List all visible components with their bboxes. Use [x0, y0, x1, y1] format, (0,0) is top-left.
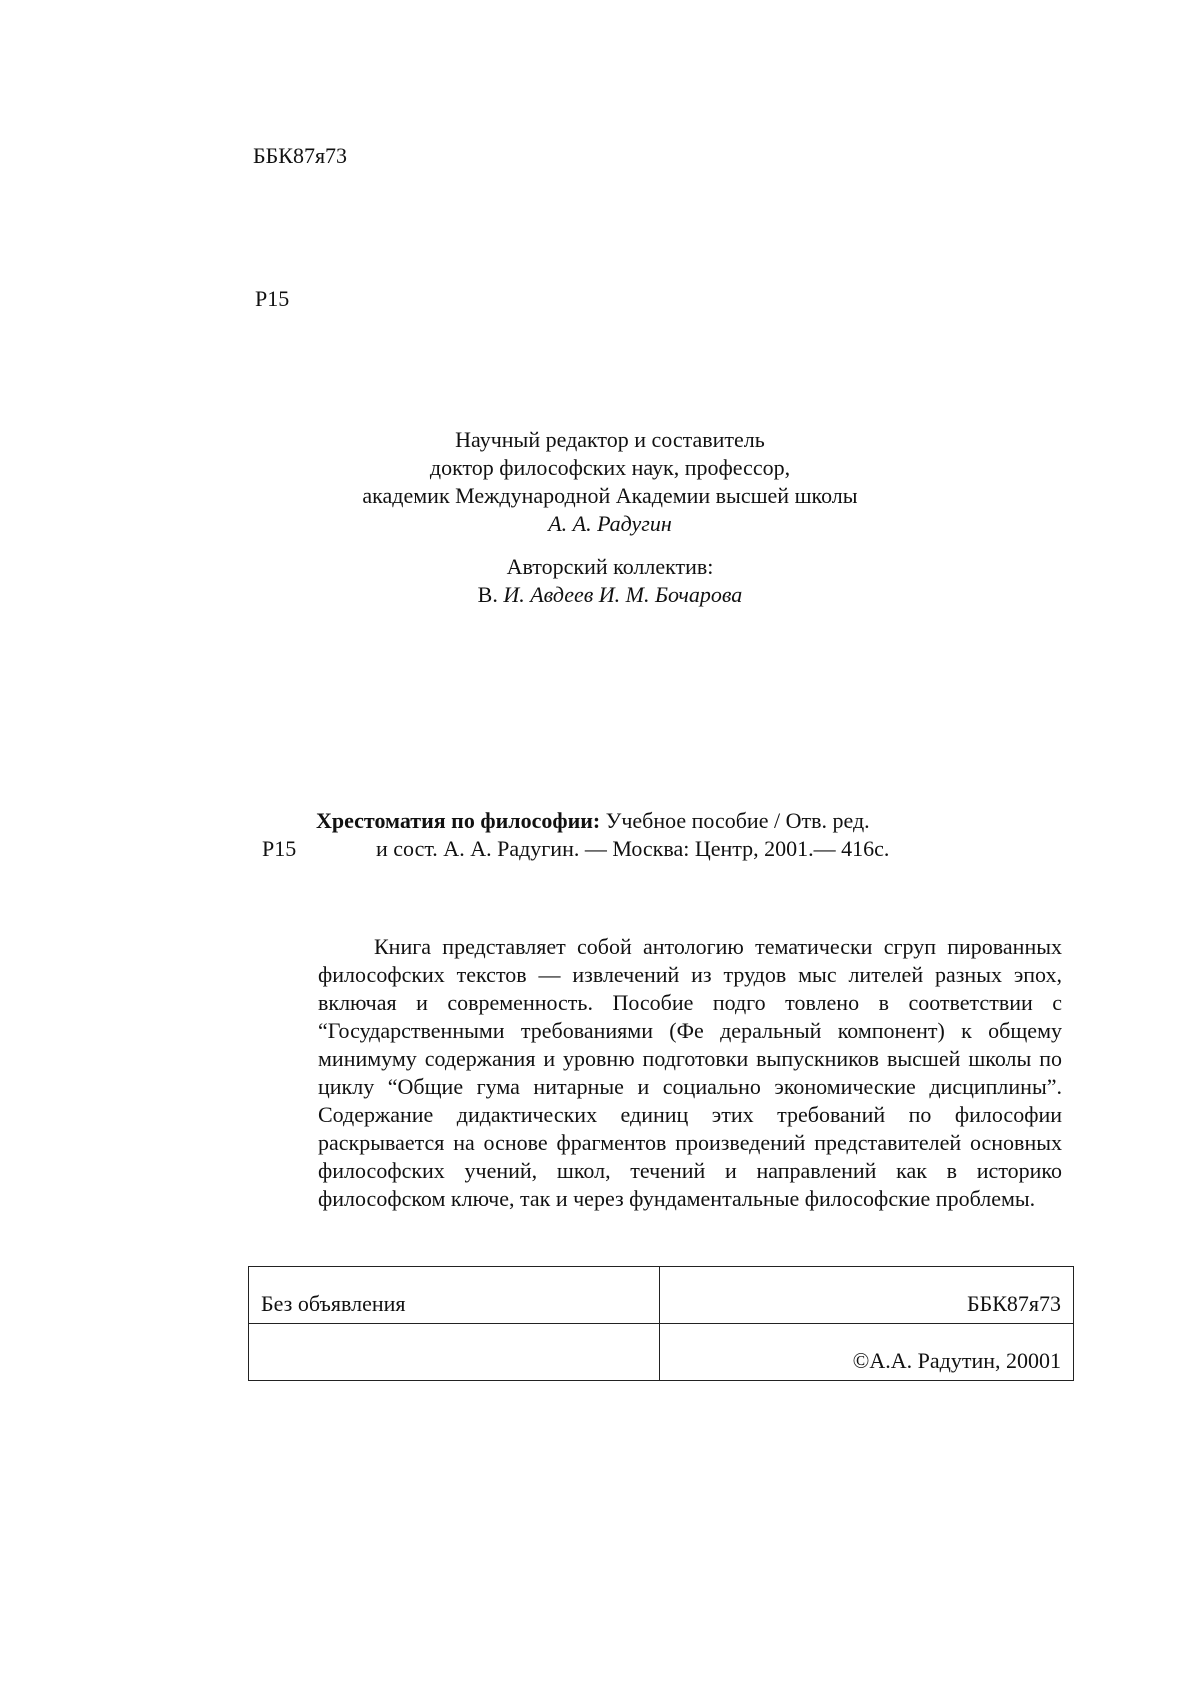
copyright-cell: ©А.А. Радутин, 20001 [660, 1324, 1074, 1381]
collective-names-line [400, 581, 820, 609]
bbk-cell: ББК87я73 [660, 1267, 1074, 1324]
author-mark: P15 [255, 286, 290, 311]
collective-names: И. Авдеев И. М. Бочарова [503, 582, 743, 607]
no-announcement-cell: Без объявления [249, 1267, 660, 1324]
abstract-text: Книга представляет собой антологию тематически сгруп пированных философских текстов — извлечений из трудов мыс лителей разных эпох, включая и современность. Пособие подго товлено в соответствии с “Государственными требованиями (Фе деральный компонент) к общему минимуму содержания и уровню подготовки выпускников высшей школы по циклу “Общие гума нитарные и социально экономические дисциплины”. Содержание дидактических единиц этих требований по философии раскрывается на основе фрагментов произведений представителей основных философских учений, школ, течений и направлений как в историко философском ключе, так и через фундаментальные философские проблемы. [318, 934, 1062, 1211]
bibliography-title [316, 808, 870, 834]
collective-label: Авторский коллектив: [506, 554, 714, 579]
editor-role: Научный редактор и составитель [455, 427, 765, 452]
empty-cell [249, 1324, 660, 1381]
bibliography-author-mark: P15 [262, 836, 297, 861]
editor-degree: доктор философских наук, профессор, [429, 455, 791, 480]
bibliography-details: и сост. А. А. Радугин. — Москва: Центр, 2001.— 416с. [376, 836, 890, 861]
bbk-code: ББК87я73 [253, 143, 348, 168]
editor-academy: академик Международной Академии высшей школы [362, 483, 858, 508]
footer-table [248, 1266, 1074, 1381]
table-row [249, 1324, 1074, 1381]
collective-prefix: В. [477, 582, 498, 607]
editors-block [320, 426, 900, 538]
editor-name: А. А. Радугин [548, 511, 672, 536]
book-subtitle: Учебное пособие / Отв. ред. [600, 808, 870, 833]
book-title: Хрестоматия по философии: [316, 808, 601, 833]
table-row [249, 1267, 1074, 1324]
author-collective [400, 553, 820, 609]
